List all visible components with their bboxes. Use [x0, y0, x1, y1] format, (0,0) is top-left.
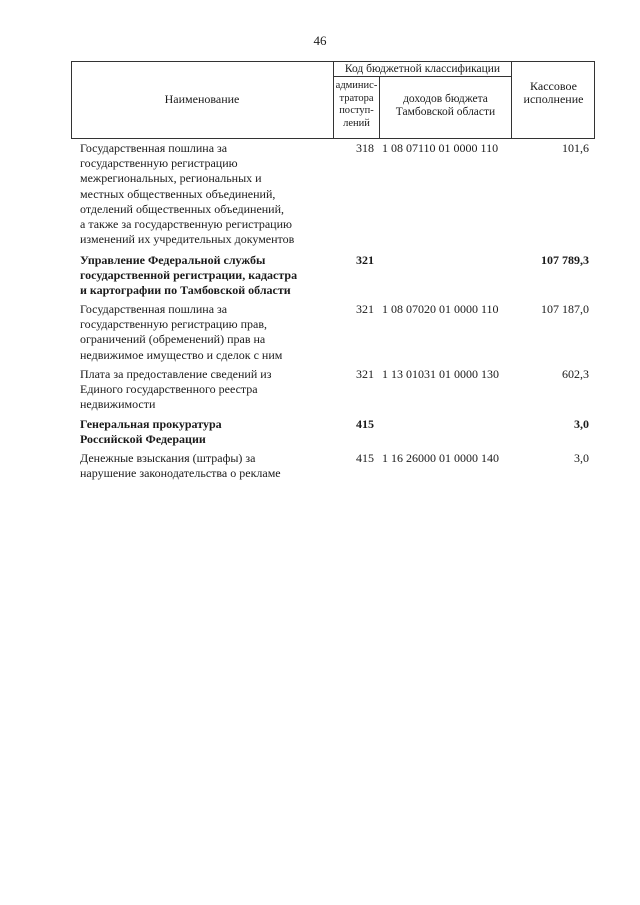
row-admin-code: 415	[356, 417, 374, 431]
row-admin-code: 321	[356, 302, 374, 316]
row-admin-code: 321	[356, 253, 374, 267]
row-income-code: 1 08 07020 01 0000 110	[382, 302, 499, 316]
header-admin: админис- тратора поступ- лений	[335, 80, 378, 129]
row-income-code: 1 16 26000 01 0000 140	[382, 451, 499, 465]
page-number: 46	[313, 33, 327, 48]
row-amount: 101,6	[562, 141, 589, 155]
row-name: Управление Федеральной службы государственной регистрации, кадастра и картографии по Тамбовской области	[80, 253, 298, 298]
header-execution: Кассовое исполнение	[523, 79, 584, 106]
row-income-code: 1 08 07110 01 0000 110	[382, 141, 499, 155]
row-name: Денежные взыскания (штрафы) за нарушение законодательства о рекламе	[80, 451, 281, 481]
header-divider-group	[333, 76, 511, 77]
row-name: Генеральная прокуратура Российской Федерации	[80, 417, 222, 447]
header-income: доходов бюджета Тамбовской области	[395, 93, 496, 118]
row-name: Государственная пошлина за государственную регистрацию межрегиональных, региональных и местных общественных объединений, отделений общественных объединений, а также за государственную регистрацию изменений их учредительных документов	[80, 141, 295, 247]
header-code-group: Код бюджетной классификации	[344, 63, 501, 75]
row-income-code: 1 13 01031 01 0000 130	[382, 367, 499, 381]
row-amount: 107 789,3	[541, 253, 589, 267]
row-amount: 602,3	[562, 367, 589, 381]
row-amount: 3,0	[574, 451, 589, 465]
row-admin-code: 318	[356, 141, 374, 155]
row-amount: 107 187,0	[541, 302, 589, 316]
row-name: Государственная пошлина за государственную регистрацию прав, ограничений (обременений) прав на недвижимое имущество и сделок с ним	[80, 302, 283, 362]
row-admin-code: 321	[356, 367, 374, 381]
header-name: Наименование	[164, 92, 240, 106]
row-name: Плата за предоставление сведений из Единого государственного реестра недвижимости	[80, 367, 272, 412]
row-admin-code: 415	[356, 451, 374, 465]
row-amount: 3,0	[574, 417, 589, 431]
